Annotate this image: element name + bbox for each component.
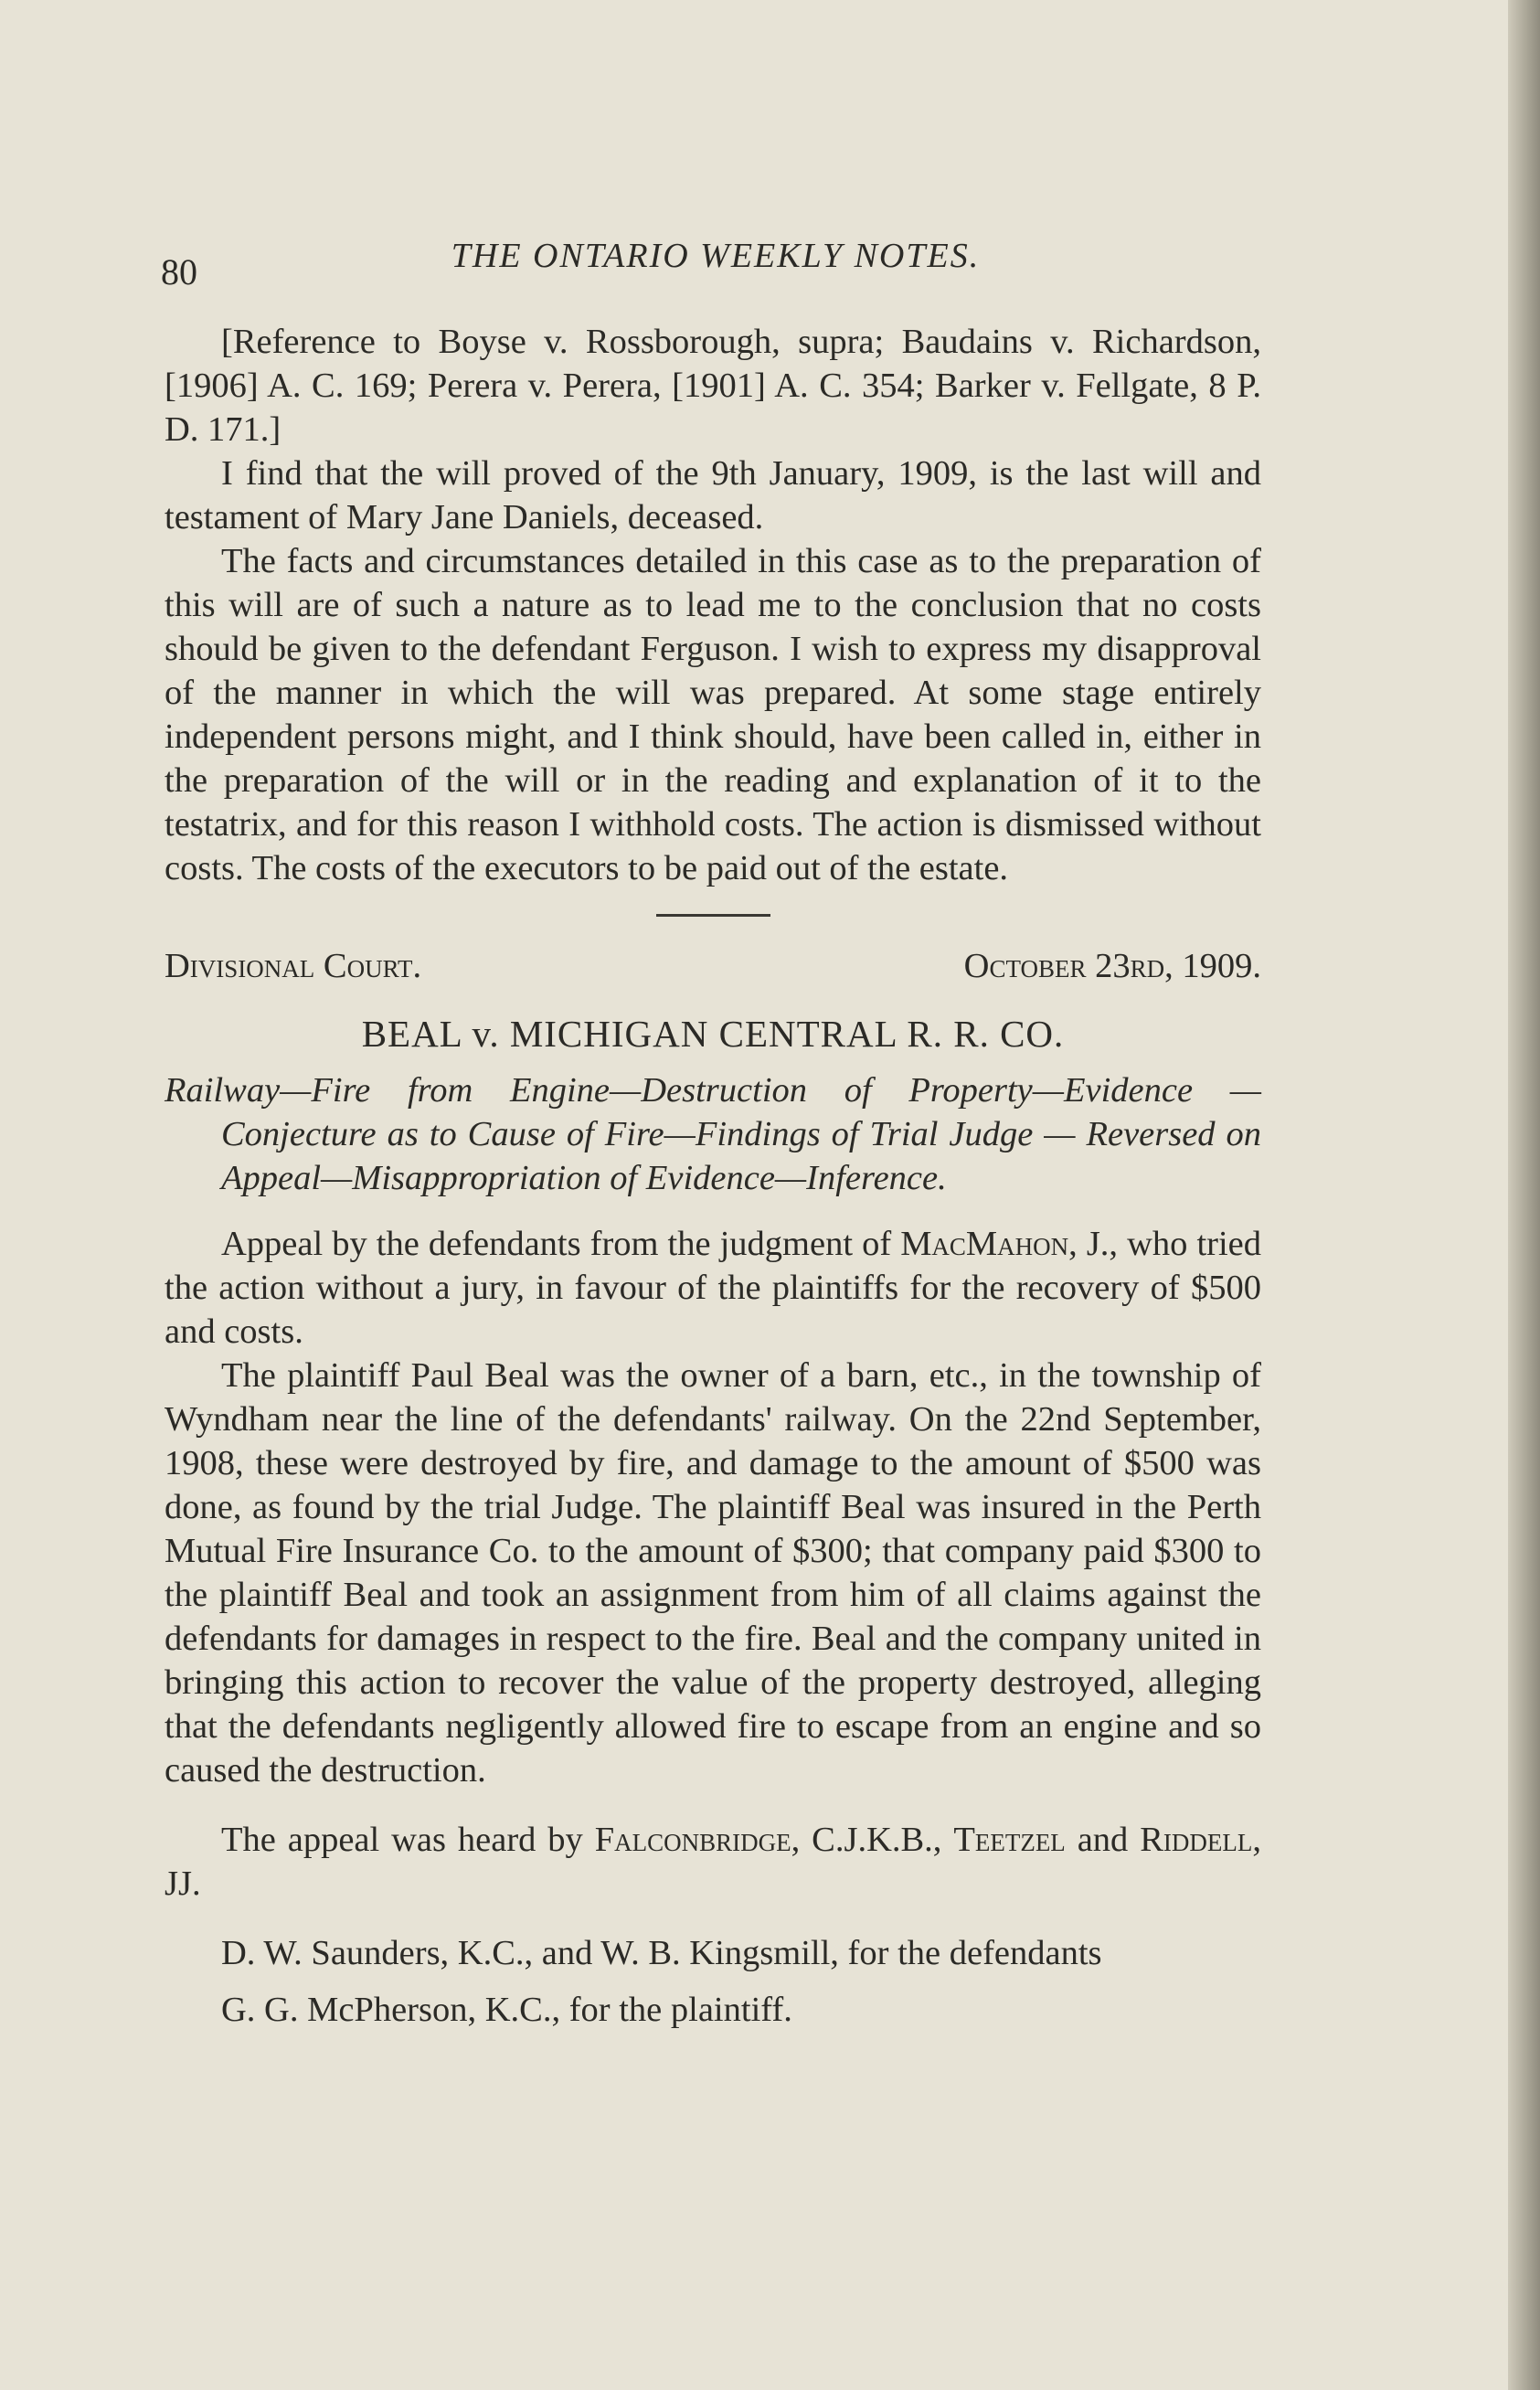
spacer (165, 1792, 1261, 1818)
counsel-defendants: D. W. Saunders, K.C., and W. B. Kingsmill, for the defendants (221, 1934, 1102, 1972)
counsel-plaintiff: G. G. McPherson, K.C., for the plaintiff. (221, 1991, 792, 2029)
spacer (165, 1906, 1261, 1931)
hearing-paragraph (165, 1818, 1261, 1906)
appeal-text-start: Appeal by the defendants from the judgment of (221, 1225, 901, 1263)
spacer (165, 1975, 1261, 1988)
page-number: 80 (161, 251, 197, 292)
appeal-text-end: , J., who tried the action without a jury, in favour of the plaintiffs for the recovery of $500 and costs. (165, 1225, 1261, 1351)
hearing-text-b: , C.J.K.B., (791, 1821, 954, 1859)
finding-paragraph: I find that the will proved of the 9th January, 1909, is the last will and testament of Mary Jane Daniels, deceased. (165, 454, 1261, 536)
hearing-text-c: and (1065, 1821, 1141, 1859)
costs-paragraph: The facts and circumstances detailed in this case as to the preparation of this will are of such a nature as to lead me to the conclusion that no costs should be given to the defendant Ferguson. I wish to express my disapproval of the manner in which the will was prepared. At some stage entirely independent persons might, and I think should, have been called in, either in the preparation of the will or in the reading and explanation of it to the testatrix, and for this reason I withhold costs. The action is dismissed without costs. The costs of the executors to be paid out of the estate. (165, 542, 1261, 887)
page-body (165, 320, 1261, 2032)
reference-paragraph: [Reference to Boyse v. Rossborough, supra; Baudains v. Richardson, [1906] A. C. 169; Perera v. Perera, [1901] A. C. 354; Barker v. Fellgate, 8 P. D. 171.] (165, 323, 1261, 449)
judge-teetzel: Teetzel (953, 1821, 1066, 1859)
appeal-paragraph (165, 1222, 1261, 1354)
case-title: BEAL v. MICHIGAN CENTRAL R. R. CO. (361, 1013, 1065, 1055)
trial-judge-name: MacMahon (900, 1225, 1069, 1263)
court-date-line (165, 944, 1261, 988)
headnote: Railway—Fire from Engine—Destruction of Property—Evidence —Conjecture as to Cause of Fire—Findings of Trial Judge — Reversed on Appeal—Misappropriation of Evidence—Inference. (165, 1071, 1261, 1197)
hearing-text-d: , JJ. (165, 1821, 1261, 1903)
facts-paragraph: The plaintiff Paul Beal was the owner of a barn, etc., in the township of Wyndham near the line of the defendants' railway. On the 22nd September, 1908, these were destroyed by fire, and damage to the amount of $500 was done, as found by the trial Judge. The plaintiff Beal was insured in the Perth Mutual Fire Insurance Co. to the amount of $300; that company paid $300 to the plaintiff Beal and took an assignment from him of all claims against the defendants for damages in respect to the fire. Beal and the company united in bringing this action to recover the value of the property destroyed, alleging that the defendants negligently allowed fire to escape from an engine and so caused the destruction. (165, 1356, 1261, 1790)
running-title: THE ONTARIO WEEKLY NOTES. (451, 237, 981, 275)
page-edge (1508, 0, 1540, 2390)
judge-falconbridge: Falconbridge (594, 1821, 791, 1859)
page-header (154, 236, 1278, 291)
decision-date: October 23rd, 1909. (963, 947, 1261, 985)
court-name: Divisional Court. (165, 947, 422, 985)
hearing-text-a: The appeal was heard by (221, 1821, 595, 1859)
judge-riddell: Riddell (1140, 1821, 1253, 1859)
section-divider (656, 914, 770, 917)
